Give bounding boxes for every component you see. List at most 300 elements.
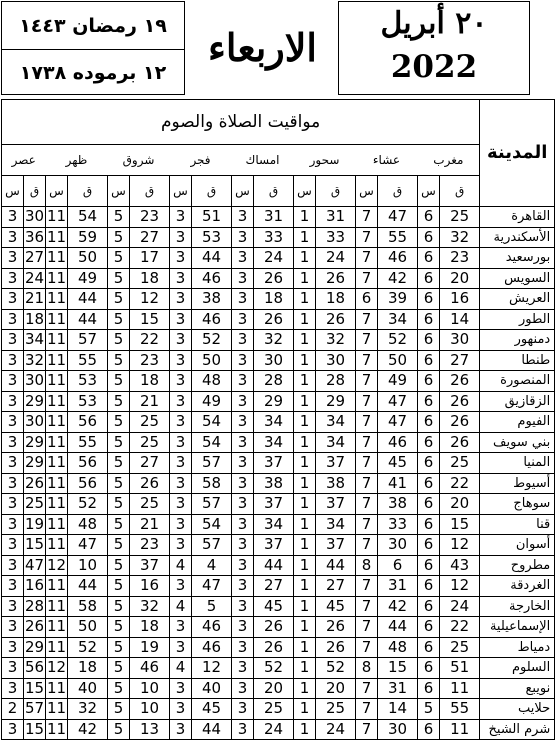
time-cell: 34	[254, 412, 294, 433]
time-cell: 3	[170, 473, 192, 494]
time-cell: 26	[316, 268, 356, 289]
time-cell: 12	[130, 289, 170, 310]
unit-hour: س	[170, 176, 192, 207]
time-cell: 57	[24, 699, 45, 717]
time-cell: 26	[440, 391, 480, 412]
units-row	[2, 176, 555, 207]
time-cell: 1	[294, 535, 316, 556]
time-cell: 1	[294, 330, 316, 351]
city-column-header: المدينة	[480, 100, 555, 207]
time-cell: 27	[254, 576, 294, 597]
time-cell: 46	[192, 309, 232, 330]
time-cell: 6	[418, 227, 440, 248]
time-cell: 40	[68, 678, 108, 699]
time-cell: 29	[24, 391, 45, 410]
prayer-header-imsak: امساك	[232, 145, 294, 176]
time-cell: 6	[418, 289, 440, 310]
time-cell: 5	[418, 699, 440, 720]
time-cell: 3	[2, 576, 24, 597]
time-cell: 19	[130, 637, 170, 658]
time-cell: 18	[130, 617, 170, 638]
time-cell: 11	[46, 596, 67, 615]
time-cell: 4	[170, 555, 192, 576]
time-cell: 38	[316, 473, 356, 494]
time-cell: 7	[356, 617, 378, 638]
time-cell: 11	[46, 350, 67, 369]
table-row	[2, 227, 555, 248]
time-cell: 3	[170, 494, 192, 515]
time-cell: 7	[356, 412, 378, 433]
time-cell: 11	[46, 432, 67, 451]
time-cell: 43	[440, 555, 480, 576]
time-cell: 30	[254, 350, 294, 371]
city-name: الزقازيق	[480, 391, 555, 412]
time-cell: 3	[170, 391, 192, 412]
time-cell: 47	[378, 207, 418, 228]
city-name: حلايب	[480, 699, 555, 720]
table-row	[2, 637, 555, 658]
table-row	[2, 453, 555, 474]
city-name: المنصورة	[480, 371, 555, 392]
time-cell: 6	[418, 412, 440, 433]
time-cell: 11	[46, 412, 67, 430]
time-cell: 52	[254, 658, 294, 679]
time-cell: 6	[418, 330, 440, 351]
time-cell: 6	[418, 350, 440, 371]
time-cell: 5	[108, 289, 130, 310]
time-cell: 5	[108, 637, 130, 658]
time-cell: 55	[68, 432, 108, 453]
time-cell: 47	[68, 535, 108, 556]
time-cell: 11	[46, 678, 67, 697]
time-cell: 44	[68, 309, 108, 330]
time-cell: 24	[254, 248, 294, 269]
time-cell: 42	[378, 596, 418, 617]
city-name: الأسكندرية	[480, 227, 555, 248]
time-cell: 22	[130, 330, 170, 351]
time-cell: 34	[24, 330, 45, 348]
time-cell: 5	[108, 391, 130, 412]
time-cell: 25	[130, 432, 170, 453]
table-row	[2, 596, 555, 617]
time-cell: 5	[108, 596, 130, 617]
time-cell: 6	[418, 719, 440, 740]
time-cell: 11	[46, 207, 67, 225]
time-cell: 38	[254, 473, 294, 494]
time-cell: 7	[356, 330, 378, 351]
table-row	[2, 535, 555, 556]
time-cell: 3	[2, 371, 24, 392]
time-cell: 37	[254, 535, 294, 556]
time-cell: 26	[254, 309, 294, 330]
time-cell: 5	[108, 678, 130, 699]
prayer-names-row	[2, 145, 555, 176]
time-cell: 45	[316, 596, 356, 617]
time-cell: 6	[418, 617, 440, 638]
table-row	[2, 350, 555, 371]
time-cell: 5	[108, 371, 130, 392]
time-cell: 5	[108, 699, 130, 720]
table-row	[2, 494, 555, 515]
unit-hour: س	[2, 176, 24, 207]
time-cell: 3	[232, 391, 254, 412]
time-cell: 4	[170, 596, 192, 617]
time-cell: 3	[2, 350, 24, 371]
time-cell: 45	[378, 453, 418, 474]
time-cell: 1	[294, 637, 316, 658]
time-cell: 1	[294, 371, 316, 392]
time-cell: 26	[24, 617, 45, 635]
time-cell: 3	[2, 227, 24, 248]
time-cell: 3	[232, 617, 254, 638]
gregorian-day-month: ٢٠ أبريل	[380, 6, 488, 41]
time-cell: 3	[232, 678, 254, 699]
time-cell: 57	[192, 453, 232, 474]
city-name: مطروح	[480, 555, 555, 576]
time-cell: 6	[418, 309, 440, 330]
coptic-date: ١٢ برموده ١٧٣٨	[19, 61, 167, 84]
time-cell: 10	[130, 699, 170, 720]
time-cell: 32	[440, 227, 480, 248]
time-cell: 44	[192, 248, 232, 269]
time-cell: 52	[192, 330, 232, 351]
time-cell: 7	[356, 576, 378, 597]
time-cell: 3	[170, 719, 192, 740]
prayer-header-maghrib: مغرب	[418, 145, 480, 176]
time-cell: 3	[2, 268, 24, 289]
time-cell: 22	[440, 617, 480, 638]
time-cell: 6	[418, 248, 440, 269]
gregorian-year: 2022	[390, 49, 478, 85]
time-cell: 3	[232, 268, 254, 289]
time-cell: 47	[378, 412, 418, 433]
time-cell: 5	[108, 227, 130, 248]
time-cell: 7	[356, 699, 378, 720]
time-cell: 44	[68, 576, 108, 597]
time-cell: 44	[316, 555, 356, 576]
time-cell: 25	[440, 207, 480, 228]
time-cell: 11	[46, 576, 67, 594]
time-cell: 11	[46, 371, 67, 389]
time-cell: 5	[108, 268, 130, 289]
time-cell: 26	[440, 432, 480, 453]
time-cell: 5	[108, 494, 130, 515]
time-cell: 3	[170, 514, 192, 535]
time-cell: 3	[170, 535, 192, 556]
time-cell: 11	[46, 637, 67, 656]
time-cell: 1	[294, 473, 316, 494]
time-cell: 20	[254, 678, 294, 699]
time-cell: 14	[440, 309, 480, 330]
time-cell: 7	[356, 248, 378, 269]
time-cell: 30	[316, 350, 356, 371]
time-cell: 52	[378, 330, 418, 351]
time-cell: 6	[418, 596, 440, 617]
city-name: بني سويف	[480, 432, 555, 453]
time-cell: 14	[378, 699, 418, 720]
time-cell: 7	[356, 596, 378, 617]
city-name: بورسعيد	[480, 248, 555, 269]
unit-hour: س	[294, 176, 316, 207]
unit-hour: س	[418, 176, 440, 207]
time-cell: 11	[46, 248, 67, 266]
table-row	[2, 309, 555, 330]
time-cell: 26	[316, 309, 356, 330]
time-cell: 5	[108, 330, 130, 351]
time-cell: 5	[192, 596, 232, 617]
time-cell: 16	[24, 576, 45, 594]
time-cell: 12	[46, 658, 67, 676]
city-name: أسوان	[480, 535, 555, 556]
time-cell: 2	[2, 699, 24, 720]
time-cell: 56	[24, 658, 45, 676]
time-cell: 7	[356, 268, 378, 289]
time-cell: 28	[316, 371, 356, 392]
time-cell: 53	[68, 371, 108, 392]
table-row	[2, 473, 555, 494]
time-cell: 3	[232, 371, 254, 392]
time-cell: 33	[254, 227, 294, 248]
time-cell: 6	[418, 678, 440, 699]
time-cell: 11	[46, 473, 67, 492]
time-cell: 18	[68, 658, 108, 679]
time-cell: 25	[440, 453, 480, 474]
hijri-date-box	[1, 1, 185, 95]
time-cell: 11	[46, 453, 67, 471]
time-cell: 1	[294, 576, 316, 597]
prayer-header-fajr: فجر	[170, 145, 232, 176]
time-cell: 10	[68, 555, 108, 576]
table-row	[2, 289, 555, 310]
time-cell: 21	[130, 514, 170, 535]
time-cell: 3	[2, 719, 24, 740]
time-cell: 16	[130, 576, 170, 597]
time-cell: 31	[378, 576, 418, 597]
time-cell: 6	[356, 289, 378, 310]
time-cell: 5	[108, 473, 130, 494]
city-name: طنطا	[480, 350, 555, 371]
time-cell: 23	[130, 207, 170, 228]
time-cell: 24	[316, 248, 356, 269]
time-cell: 22	[440, 473, 480, 494]
time-cell: 57	[192, 535, 232, 556]
time-cell: 7	[356, 678, 378, 699]
time-cell: 41	[378, 473, 418, 494]
time-cell: 3	[232, 453, 254, 474]
time-cell: 26	[254, 617, 294, 638]
time-cell: 50	[68, 617, 108, 638]
time-cell: 3	[170, 432, 192, 453]
time-cell: 1	[294, 391, 316, 412]
time-cell: 53	[192, 227, 232, 248]
time-cell: 19	[24, 514, 45, 533]
time-cell: 27	[316, 576, 356, 597]
time-cell: 3	[232, 432, 254, 453]
time-cell: 1	[294, 699, 316, 720]
city-name: شرم الشيخ	[480, 719, 555, 740]
time-cell: 4	[192, 555, 232, 576]
time-cell: 3	[2, 432, 24, 453]
unit-minute: ق	[440, 176, 480, 207]
table-row	[2, 432, 555, 453]
time-cell: 25	[316, 699, 356, 720]
time-cell: 15	[378, 658, 418, 679]
time-cell: 3	[2, 473, 24, 494]
time-cell: 3	[232, 494, 254, 515]
time-cell: 3	[170, 453, 192, 474]
prayer-header-asr: عصر	[2, 145, 46, 176]
time-cell: 45	[254, 596, 294, 617]
time-cell: 7	[356, 391, 378, 412]
time-cell: 55	[378, 227, 418, 248]
time-cell: 56	[68, 412, 108, 433]
time-cell: 1	[294, 658, 316, 679]
city-name: السويس	[480, 268, 555, 289]
time-cell: 16	[440, 289, 480, 310]
time-cell: 7	[356, 453, 378, 474]
time-cell: 20	[316, 678, 356, 699]
table-row	[2, 207, 555, 228]
time-cell: 5	[108, 555, 130, 576]
time-cell: 42	[68, 719, 108, 740]
table-row	[2, 617, 555, 638]
time-cell: 47	[378, 391, 418, 412]
time-cell: 58	[192, 473, 232, 494]
time-cell: 1	[294, 207, 316, 228]
time-cell: 7	[356, 207, 378, 228]
city-name: السلوم	[480, 658, 555, 679]
time-cell: 53	[68, 391, 108, 412]
time-cell: 3	[2, 617, 24, 638]
table-row	[2, 371, 555, 392]
weekday: الاربعاء	[208, 24, 317, 70]
time-cell: 5	[108, 535, 130, 556]
time-cell: 7	[356, 494, 378, 515]
time-cell: 33	[378, 514, 418, 535]
time-cell: 7	[356, 309, 378, 330]
time-cell: 5	[108, 453, 130, 474]
time-cell: 20	[440, 494, 480, 515]
time-cell: 37	[254, 494, 294, 515]
time-cell: 44	[68, 289, 108, 310]
time-cell: 46	[130, 658, 170, 679]
city-name: الفيوم	[480, 412, 555, 433]
time-cell: 36	[24, 227, 45, 246]
time-cell: 5	[108, 658, 130, 679]
time-cell: 26	[440, 371, 480, 392]
time-cell: 58	[68, 596, 108, 617]
unit-hour: س	[232, 176, 254, 207]
time-cell: 10	[130, 678, 170, 699]
time-cell: 1	[294, 596, 316, 617]
time-cell: 6	[418, 432, 440, 453]
time-cell: 3	[2, 514, 24, 535]
time-cell: 37	[316, 453, 356, 474]
time-cell: 3	[170, 412, 192, 433]
time-cell: 29	[24, 453, 45, 471]
time-cell: 7	[356, 473, 378, 494]
time-cell: 3	[2, 494, 24, 515]
time-cell: 54	[192, 412, 232, 433]
time-cell: 1	[294, 678, 316, 699]
table-row	[2, 699, 555, 720]
time-cell: 37	[130, 555, 170, 576]
time-cell: 32	[254, 330, 294, 351]
time-cell: 28	[254, 371, 294, 392]
time-cell: 29	[24, 637, 45, 656]
time-cell: 34	[254, 432, 294, 453]
time-cell: 11	[46, 289, 67, 307]
time-cell: 3	[2, 535, 24, 556]
time-cell: 49	[378, 371, 418, 392]
prayer-header-sunrise: شروق	[108, 145, 170, 176]
time-cell: 32	[68, 699, 108, 720]
time-cell: 52	[68, 637, 108, 658]
time-cell: 15	[440, 514, 480, 535]
time-cell: 4	[170, 658, 192, 679]
time-cell: 23	[130, 350, 170, 371]
time-cell: 3	[232, 289, 254, 310]
time-cell: 3	[2, 207, 24, 228]
time-cell: 5	[108, 412, 130, 433]
time-cell: 3	[2, 391, 24, 412]
time-cell: 30	[378, 535, 418, 556]
time-cell: 3	[2, 637, 24, 658]
time-cell: 12	[440, 576, 480, 597]
city-name: قنا	[480, 514, 555, 535]
unit-minute: ق	[130, 176, 170, 207]
time-cell: 24	[440, 596, 480, 617]
time-cell: 5	[108, 719, 130, 740]
time-cell: 11	[46, 391, 67, 410]
time-cell: 56	[68, 453, 108, 474]
city-name: أسيوط	[480, 473, 555, 494]
city-name: العريش	[480, 289, 555, 310]
gregorian-date-box	[338, 1, 530, 95]
time-cell: 3	[232, 658, 254, 679]
time-cell: 3	[170, 309, 192, 330]
time-cell: 38	[378, 494, 418, 515]
time-cell: 18	[254, 289, 294, 310]
time-cell: 1	[294, 453, 316, 474]
time-cell: 3	[2, 309, 24, 330]
time-cell: 50	[192, 350, 232, 371]
time-cell: 32	[24, 350, 45, 369]
time-cell: 24	[254, 719, 294, 740]
time-cell: 21	[130, 391, 170, 412]
prayer-header-suhoor: سحور	[294, 145, 356, 176]
time-cell: 11	[46, 494, 67, 512]
time-cell: 34	[378, 309, 418, 330]
time-cell: 5	[108, 576, 130, 597]
time-cell: 6	[418, 514, 440, 535]
time-cell: 3	[2, 658, 24, 679]
time-cell: 3	[2, 248, 24, 269]
time-cell: 6	[418, 473, 440, 494]
time-cell: 3	[232, 330, 254, 351]
time-cell: 38	[192, 289, 232, 310]
time-cell: 34	[316, 514, 356, 535]
time-cell: 3	[2, 289, 24, 310]
time-cell: 46	[192, 637, 232, 658]
time-cell: 46	[192, 268, 232, 289]
time-cell: 44	[192, 719, 232, 740]
time-cell: 31	[254, 207, 294, 228]
hijri-date: ١٩ رمضان ١٤٤٣	[2, 2, 184, 50]
time-cell: 1	[294, 555, 316, 576]
city-name: الغردقة	[480, 576, 555, 597]
time-cell: 25	[440, 637, 480, 658]
